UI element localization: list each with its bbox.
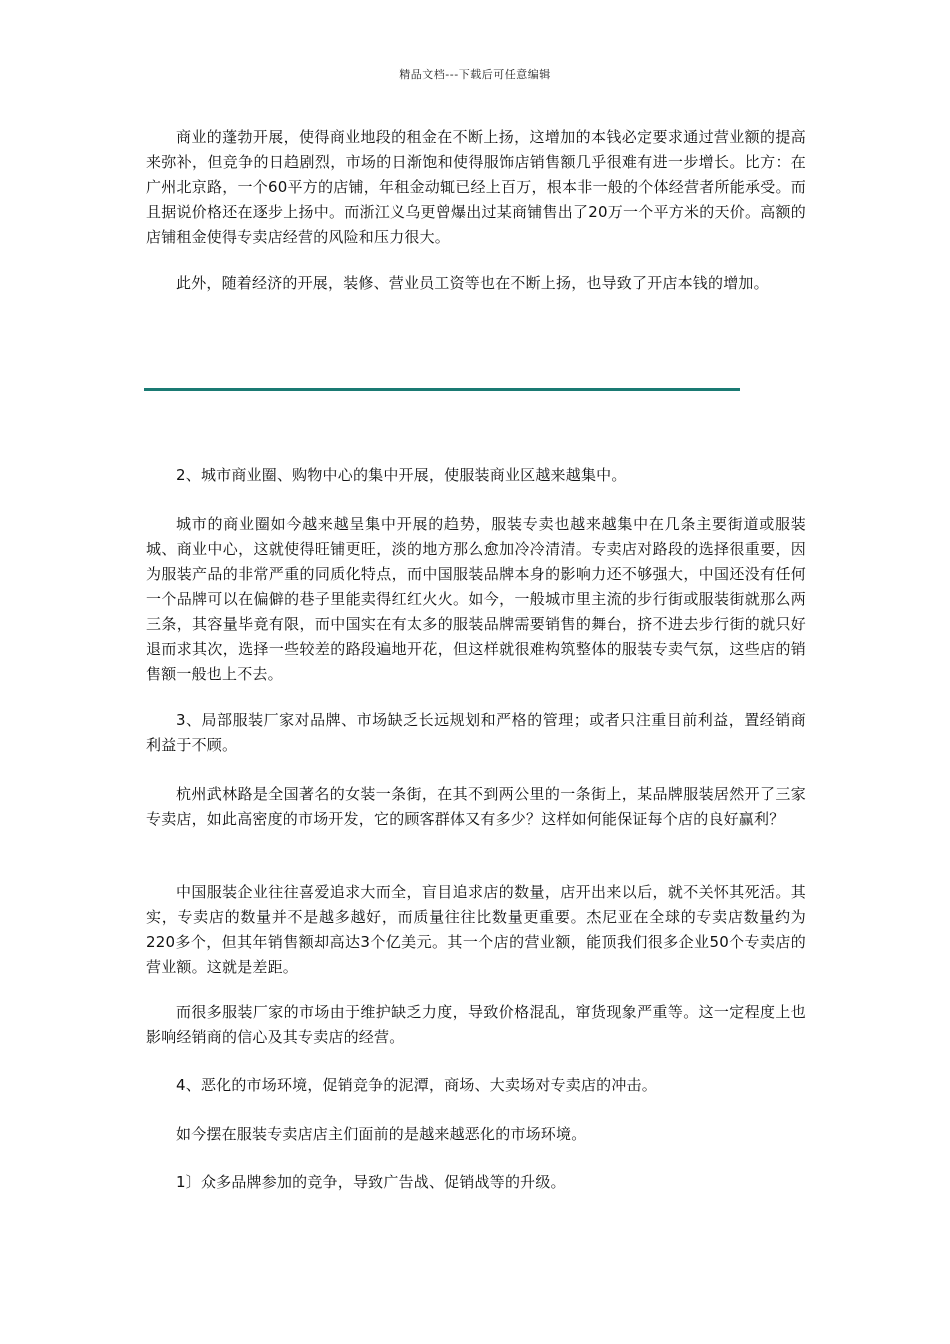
paragraph-heading-2: 2、城市商业圈、购物中心的集中开展，使服装商业区越来越集中。 [176, 466, 627, 484]
page-header: 精品文档---下载后可任意编辑 [399, 68, 551, 81]
paragraph-market-environment: 如今摆在服装专卖店店主们面前的是越来越恶化的市场环境。 [176, 1125, 587, 1143]
paragraph-heading-3: 3、局部服装厂家对品牌、市场缺乏长远规划和严格的管理；或者只注重目前利益，置经销商利益于不顾。 [146, 711, 806, 754]
paragraph-cost-increase: 此外，随着经济的开展，装修、营业员工资等也在不断上扬，也导致了开店本钱的增加。 [176, 274, 769, 292]
paragraph-heading-4: 4、恶化的市场环境，促销竞争的泥潭，商场、大卖场对专卖店的冲击。 [176, 1076, 657, 1094]
paragraph-price-chaos: 而很多服装厂家的市场由于维护缺乏力度，导致价格混乱，窜货现象严重等。这一定程度上也影响经销商的信心及其专卖店的经营。 [146, 1003, 806, 1046]
paragraph-item-1: 1〕众多品牌参加的竞争，导致广告战、促销战等的升级。 [176, 1173, 566, 1191]
paragraph-rent-rise: 商业的蓬勃开展，使得商业地段的租金在不断上扬，这增加的本钱必定要求通过营业额的提高来弥补，但竞争的日趋剧烈，市场的日渐饱和使得服饰店销售额几乎很难有进一步增长。比方：在广州北京路，一个60平方的店铺，年租金动辄已经上百万，根本非一般的个体经营者所能承受。而且据说价格还在逐步上扬中。而浙江义乌更曾爆出过某商铺售出了20万一个平方米的天价。高额的店铺租金使得专卖店经营的风险和压力很大。 [146, 128, 806, 246]
paragraph-business-circle: 城市的商业圈如今越来越呈集中开展的趋势，服装专卖也越来越集中在几条主要街道或服装城、商业中心，这就使得旺铺更旺，淡的地方那么愈加冷冷清清。专卖店对路段的选择很重要，因为服装产品的非常严重的同质化特点，而中国服装品牌本身的影响力还不够强大，中国还没有任何一个品牌可以在偏僻的巷子里能卖得红红火火。如今，一般城市里主流的步行街或服装街就那么两三条，其容量毕竟有限，而中国实在有太多的服装品牌需要销售的舞台，挤不进去步行街的就只好退而求其次，选择一些较差的路段遍地开花，但这样就很难构筑整体的服装专卖气氛，这些店的销售额一般也上不去。 [146, 515, 806, 683]
paragraph-wulin-road: 杭州武林路是全国著名的女装一条街，在其不到两公里的一条街上，某品牌服装居然开了三家专卖店，如此高密度的市场开发，它的顾客群体又有多少？这样如何能保证每个店的良好赢利？ [146, 785, 806, 828]
paragraph-quantity-vs-quality: 中国服装企业往往喜爱追求大而全，盲目追求店的数量，店开出来以后，就不关怀其死活。其实，专卖店的数量并不是越多越好，而质量往往比数量更重要。杰尼亚在全球的专卖店数量约为220多个，但其年销售额却高达3个亿美元。其一个店的营业额，能顶我们很多企业50个专卖店的营业额。这就是差距。 [146, 883, 806, 976]
section-divider [144, 388, 740, 391]
